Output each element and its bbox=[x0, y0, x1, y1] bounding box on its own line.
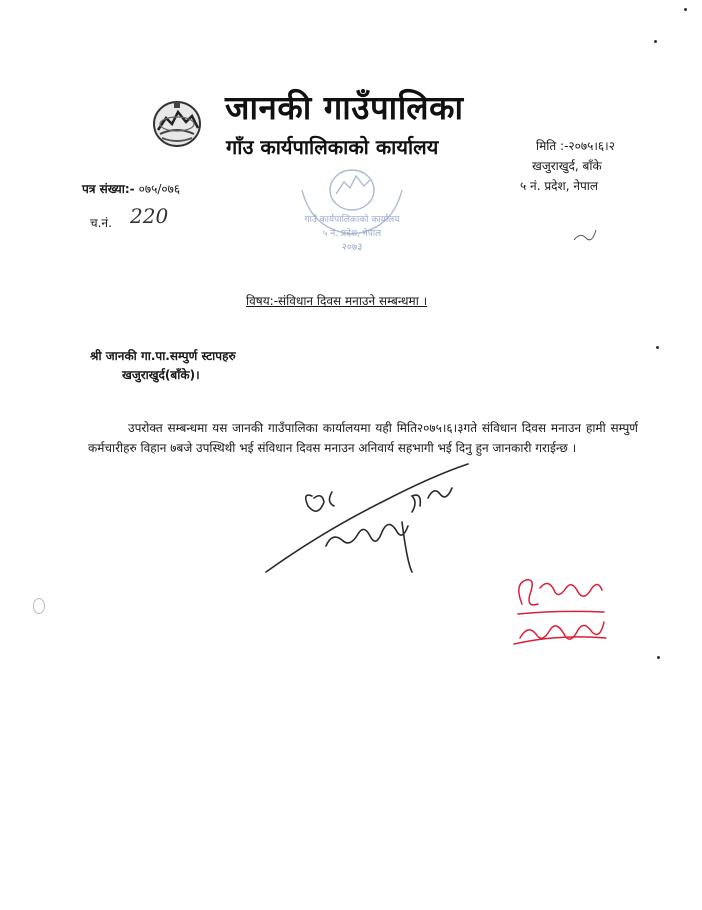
letter-body: उपरोक्त सम्बन्धमा यस जानकी गाउँपालिका कार्यालयमा यही मिति२०७५।६।३गते संविधान दिवस मनाउन हामी सम्पुर्ण कर्मचारीहरु विहान ७बजे उपस्थिथी भई संविधान दिवस मनाउन अनिवार्य सहभागी भई दिनु हुन जानकारी गराईन्छ । bbox=[88, 421, 638, 455]
letter-province: ५ नं. प्रदेश, नेपाल bbox=[520, 179, 599, 193]
addressee-line1: श्री जानकी गा.पा.सम्पुर्ण स्टापहरु bbox=[90, 349, 236, 363]
stamp-year: २०७३ bbox=[341, 242, 363, 253]
letter-number-value: ०७५/०७६ bbox=[138, 182, 181, 196]
letter-place: खजुराखुर्द, बाँके bbox=[532, 159, 602, 173]
handwritten-mark bbox=[570, 226, 600, 246]
addressee-line2: खजुराखुर्द(बाँके)। bbox=[122, 368, 200, 382]
ref-number-label: च.नं. bbox=[90, 216, 112, 230]
ref-number-value: 220 bbox=[130, 204, 169, 228]
punch-hole-mark bbox=[33, 598, 45, 614]
scan-dot bbox=[656, 346, 659, 349]
letter-subject: विषय:-संविधान दिवस मनाउने सम्बन्धमा । bbox=[246, 294, 428, 308]
signature bbox=[262, 462, 482, 574]
stamp-line2: ५ नं. प्रदेश, नेपाल bbox=[322, 229, 382, 239]
nepal-emblem-icon bbox=[152, 100, 202, 148]
office-stamp bbox=[282, 160, 422, 260]
letter-number-label: पत्र संख्या:- bbox=[82, 182, 135, 196]
scan-dot bbox=[657, 656, 660, 659]
org-name: जानकी गाउँपालिका bbox=[225, 88, 464, 127]
letter-number bbox=[82, 180, 180, 197]
org-subtitle: गाँउ कार्यपालिकाको कार्यालय bbox=[226, 135, 439, 159]
scan-dot bbox=[684, 8, 687, 11]
letter-date: मिति :-२०७५।६।२ bbox=[536, 139, 615, 153]
red-signature bbox=[508, 574, 612, 656]
stamp-line1: गाउँ कार्यपालिकाको कार्यालय bbox=[304, 215, 400, 225]
scan-dot bbox=[654, 40, 657, 43]
